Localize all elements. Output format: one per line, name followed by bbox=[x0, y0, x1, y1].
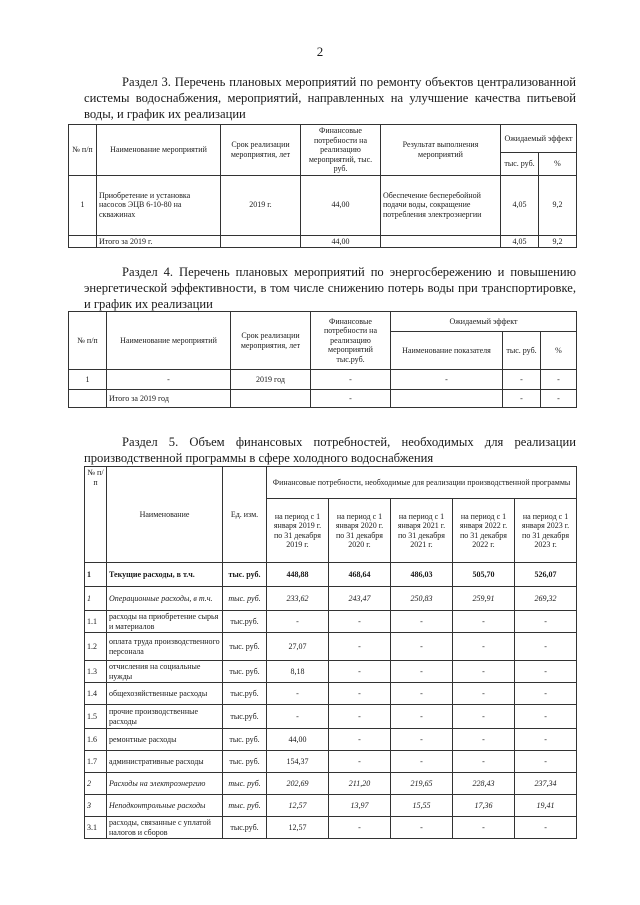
table-row bbox=[85, 795, 577, 817]
cell-num: 1 bbox=[69, 370, 107, 390]
cell-effect-pct: 9,2 bbox=[539, 175, 577, 235]
header-indicator: Наименование показателя bbox=[391, 332, 503, 370]
table-row bbox=[85, 633, 577, 661]
cell-term: 2019 год bbox=[231, 370, 311, 390]
cell-value: - bbox=[329, 683, 391, 705]
cell-num: 1.3 bbox=[85, 661, 107, 683]
cell-unit: тыс.руб. bbox=[223, 611, 267, 633]
cell-value: - bbox=[453, 705, 515, 729]
table-row bbox=[85, 705, 577, 729]
cell-effect-rub: 4,05 bbox=[501, 175, 539, 235]
cell-unit: тыс.руб. bbox=[223, 705, 267, 729]
cell-unit: тыс. руб. bbox=[223, 729, 267, 751]
cell-num: 1.5 bbox=[85, 705, 107, 729]
cell-num: 1.4 bbox=[85, 683, 107, 705]
cell-unit: тыс.руб. bbox=[223, 817, 267, 839]
cell-value: 243,47 bbox=[329, 587, 391, 611]
table-row bbox=[85, 817, 577, 839]
cell-value: - bbox=[391, 661, 453, 683]
cell-value: 17,36 bbox=[453, 795, 515, 817]
cell-value: - bbox=[515, 633, 577, 661]
cell-name: расходы, связанные с уплатой налогов и сборов bbox=[107, 817, 223, 839]
cell-value: - bbox=[329, 633, 391, 661]
cell-name: - bbox=[107, 370, 231, 390]
cell-value: 468,64 bbox=[329, 563, 391, 587]
cell-num: 1 bbox=[69, 175, 97, 235]
cell-value: - bbox=[453, 729, 515, 751]
cell-value: - bbox=[515, 611, 577, 633]
table-row bbox=[85, 587, 577, 611]
cell-value: 15,55 bbox=[391, 795, 453, 817]
cell-value: 228,43 bbox=[453, 773, 515, 795]
cell-value: 269,32 bbox=[515, 587, 577, 611]
cell-value: 237,34 bbox=[515, 773, 577, 795]
header-name: Наименование bbox=[107, 467, 223, 563]
cell-name: Неподконтрольные расходы bbox=[107, 795, 223, 817]
cell-value: - bbox=[391, 817, 453, 839]
header-effect-pct: % bbox=[541, 332, 577, 370]
cell-value: 211,20 bbox=[329, 773, 391, 795]
total-effect-pct: - bbox=[541, 390, 577, 408]
cell-value: - bbox=[515, 729, 577, 751]
cell-value: - bbox=[453, 661, 515, 683]
cell-name: отчисления на социальные нужды bbox=[107, 661, 223, 683]
cell-finance: - bbox=[311, 370, 391, 390]
cell-value: - bbox=[391, 611, 453, 633]
header-period-2021: на период с 1 января 2021 г. по 31 декабря 2021 г. bbox=[391, 499, 453, 563]
cell-value: 19,41 bbox=[515, 795, 577, 817]
cell-value: - bbox=[329, 705, 391, 729]
cell-value: - bbox=[515, 661, 577, 683]
cell-value: 44,00 bbox=[267, 729, 329, 751]
cell-num: 1.6 bbox=[85, 729, 107, 751]
cell-name: Приобретение и установка насосов ЭЦВ 6-10-80 на скважинах bbox=[97, 175, 221, 235]
table-row bbox=[85, 661, 577, 683]
cell-name: прочие производственные расходы bbox=[107, 705, 223, 729]
cell-unit: тыс. руб. bbox=[223, 587, 267, 611]
header-group: Финансовые потребности, необходимые для реализации производственной программы bbox=[267, 467, 577, 499]
cell-num: 3.1 bbox=[85, 817, 107, 839]
cell-name: Расходы на электроэнергию bbox=[107, 773, 223, 795]
cell-value: 12,57 bbox=[267, 817, 329, 839]
header-period-2020: на период с 1 января 2020 г. по 31 декабря 2020 г. bbox=[329, 499, 391, 563]
header-result: Результат выполнения мероприятий bbox=[381, 125, 501, 176]
header-name: Наименование мероприятий bbox=[97, 125, 221, 176]
table-row bbox=[85, 683, 577, 705]
cell-value: - bbox=[267, 705, 329, 729]
cell-value: - bbox=[391, 633, 453, 661]
total-row bbox=[69, 235, 577, 248]
table-row bbox=[85, 611, 577, 633]
cell-indicator: - bbox=[391, 370, 503, 390]
header-term: Срок реализации мероприятия, лет bbox=[231, 312, 311, 370]
cell-value: - bbox=[391, 683, 453, 705]
table-row bbox=[85, 563, 577, 587]
cell-num: 2 bbox=[85, 773, 107, 795]
total-finance: 44,00 bbox=[301, 235, 381, 248]
cell-value: 8,18 bbox=[267, 661, 329, 683]
header-finance: Финансовые потребности на реализацию мероприятий тыс.руб. bbox=[311, 312, 391, 370]
total-effect-rub: 4,05 bbox=[501, 235, 539, 248]
section3-heading: Раздел 3. Перечень плановых мероприятий по ремонту объектов централизованной системы водоснабжения, мероприятий, направленных на улучшение качества питьевой воды, и график их реализации bbox=[84, 75, 576, 121]
table-row bbox=[85, 773, 577, 795]
cell-value: - bbox=[391, 729, 453, 751]
cell-value: - bbox=[453, 817, 515, 839]
cell-value: - bbox=[267, 611, 329, 633]
cell-value: 27,07 bbox=[267, 633, 329, 661]
cell-name: общехозяйственные расходы bbox=[107, 683, 223, 705]
header-finance: Финансовые потребности на реализацию мероприятий, тыс. руб. bbox=[301, 125, 381, 176]
cell-value: - bbox=[515, 705, 577, 729]
header-unit: Ед. изм. bbox=[223, 467, 267, 563]
header-num: № п/п bbox=[69, 312, 107, 370]
cell-num: 3 bbox=[85, 795, 107, 817]
cell-value: - bbox=[329, 611, 391, 633]
cell-value: - bbox=[391, 751, 453, 773]
cell-value: - bbox=[329, 751, 391, 773]
cell-value: 219,65 bbox=[391, 773, 453, 795]
cell-value: 250,83 bbox=[391, 587, 453, 611]
cell-name: ремонтные расходы bbox=[107, 729, 223, 751]
cell-num: 1.7 bbox=[85, 751, 107, 773]
total-label: Итого за 2019 г. bbox=[97, 235, 221, 248]
cell-value: 526,07 bbox=[515, 563, 577, 587]
page-number: 2 bbox=[316, 44, 324, 59]
cell-value: - bbox=[391, 705, 453, 729]
table-row bbox=[85, 729, 577, 751]
cell-name: оплата труда производственного персонала bbox=[107, 633, 223, 661]
header-name: Наименование мероприятий bbox=[107, 312, 231, 370]
cell-result: Обеспечение бесперебойной подачи воды, сокращение потребления электроэнергии bbox=[381, 175, 501, 235]
cell-num: 1 bbox=[85, 563, 107, 587]
cell-value: - bbox=[453, 611, 515, 633]
cell-value: 13,97 bbox=[329, 795, 391, 817]
cell-name: административные расходы bbox=[107, 751, 223, 773]
header-effect: Ожидаемый эффект bbox=[391, 312, 577, 332]
total-row bbox=[69, 390, 577, 408]
cell-num: 1 bbox=[85, 587, 107, 611]
cell-effect-rub: - bbox=[503, 370, 541, 390]
cell-value: - bbox=[267, 683, 329, 705]
section5-table bbox=[84, 466, 577, 839]
cell-value: - bbox=[515, 751, 577, 773]
cell-value: 233,62 bbox=[267, 587, 329, 611]
cell-value: 154,37 bbox=[267, 751, 329, 773]
header-effect-pct: % bbox=[539, 153, 577, 175]
section4-table bbox=[68, 311, 577, 408]
header-effect-rub: тыс. руб. bbox=[503, 332, 541, 370]
cell-effect-pct: - bbox=[541, 370, 577, 390]
header-period-2019: на период с 1 января 2019 г. по 31 декабря 2019 г. bbox=[267, 499, 329, 563]
cell-unit: тыс. руб. bbox=[223, 795, 267, 817]
header-term: Срок реализации мероприятия, лет bbox=[221, 125, 301, 176]
section4-heading: Раздел 4. Перечень плановых мероприятий по энергосбережению и повышению энергетической эффективности, в том числе снижению потерь воды при транспортировке, и график их реализации bbox=[84, 265, 576, 311]
section5-heading: Раздел 5. Объем финансовых потребностей, необходимых для реализации производственной программы в сфере холодного водоснабжения bbox=[84, 435, 576, 465]
cell-value: - bbox=[329, 817, 391, 839]
cell-unit: тыс. руб. bbox=[223, 563, 267, 587]
cell-finance: 44,00 bbox=[301, 175, 381, 235]
cell-value: - bbox=[453, 683, 515, 705]
cell-name: Текущие расходы, в т.ч. bbox=[107, 563, 223, 587]
cell-value: - bbox=[453, 751, 515, 773]
section3-table bbox=[68, 124, 577, 248]
total-effect-pct: 9,2 bbox=[539, 235, 577, 248]
header-effect: Ожидаемый эффект bbox=[501, 125, 577, 153]
cell-unit: тыс. руб. bbox=[223, 633, 267, 661]
cell-unit: тыс. руб. bbox=[223, 751, 267, 773]
cell-value: - bbox=[453, 633, 515, 661]
cell-value: 486,03 bbox=[391, 563, 453, 587]
cell-value: 12,57 bbox=[267, 795, 329, 817]
cell-value: - bbox=[515, 683, 577, 705]
cell-value: 202,69 bbox=[267, 773, 329, 795]
cell-num: 1.1 bbox=[85, 611, 107, 633]
header-period-2023: на период с 1 января 2023 г. по 31 декабря 2023 г. bbox=[515, 499, 577, 563]
cell-value: - bbox=[515, 817, 577, 839]
header-period-2022: на период с 1 января 2022 г. по 31 декабря 2022 г. bbox=[453, 499, 515, 563]
table-row bbox=[69, 370, 577, 390]
table-row bbox=[69, 175, 577, 235]
cell-name: Операционные расходы, в т.ч. bbox=[107, 587, 223, 611]
total-effect-rub: - bbox=[503, 390, 541, 408]
header-num: № п/п bbox=[85, 467, 107, 563]
cell-value: - bbox=[329, 729, 391, 751]
header-effect-rub: тыс. руб. bbox=[501, 153, 539, 175]
cell-unit: тыс. руб. bbox=[223, 661, 267, 683]
cell-term: 2019 г. bbox=[221, 175, 301, 235]
table-row bbox=[85, 751, 577, 773]
total-label: Итого за 2019 год bbox=[107, 390, 231, 408]
cell-unit: тыс. руб. bbox=[223, 773, 267, 795]
cell-num: 1.2 bbox=[85, 633, 107, 661]
cell-value: 259,91 bbox=[453, 587, 515, 611]
cell-unit: тыс.руб. bbox=[223, 683, 267, 705]
cell-value: 505,70 bbox=[453, 563, 515, 587]
cell-name: расходы на приобретение сырья и материалов bbox=[107, 611, 223, 633]
cell-value: 448,88 bbox=[267, 563, 329, 587]
header-num: № п/п bbox=[69, 125, 97, 176]
total-finance: - bbox=[311, 390, 391, 408]
cell-value: - bbox=[329, 661, 391, 683]
